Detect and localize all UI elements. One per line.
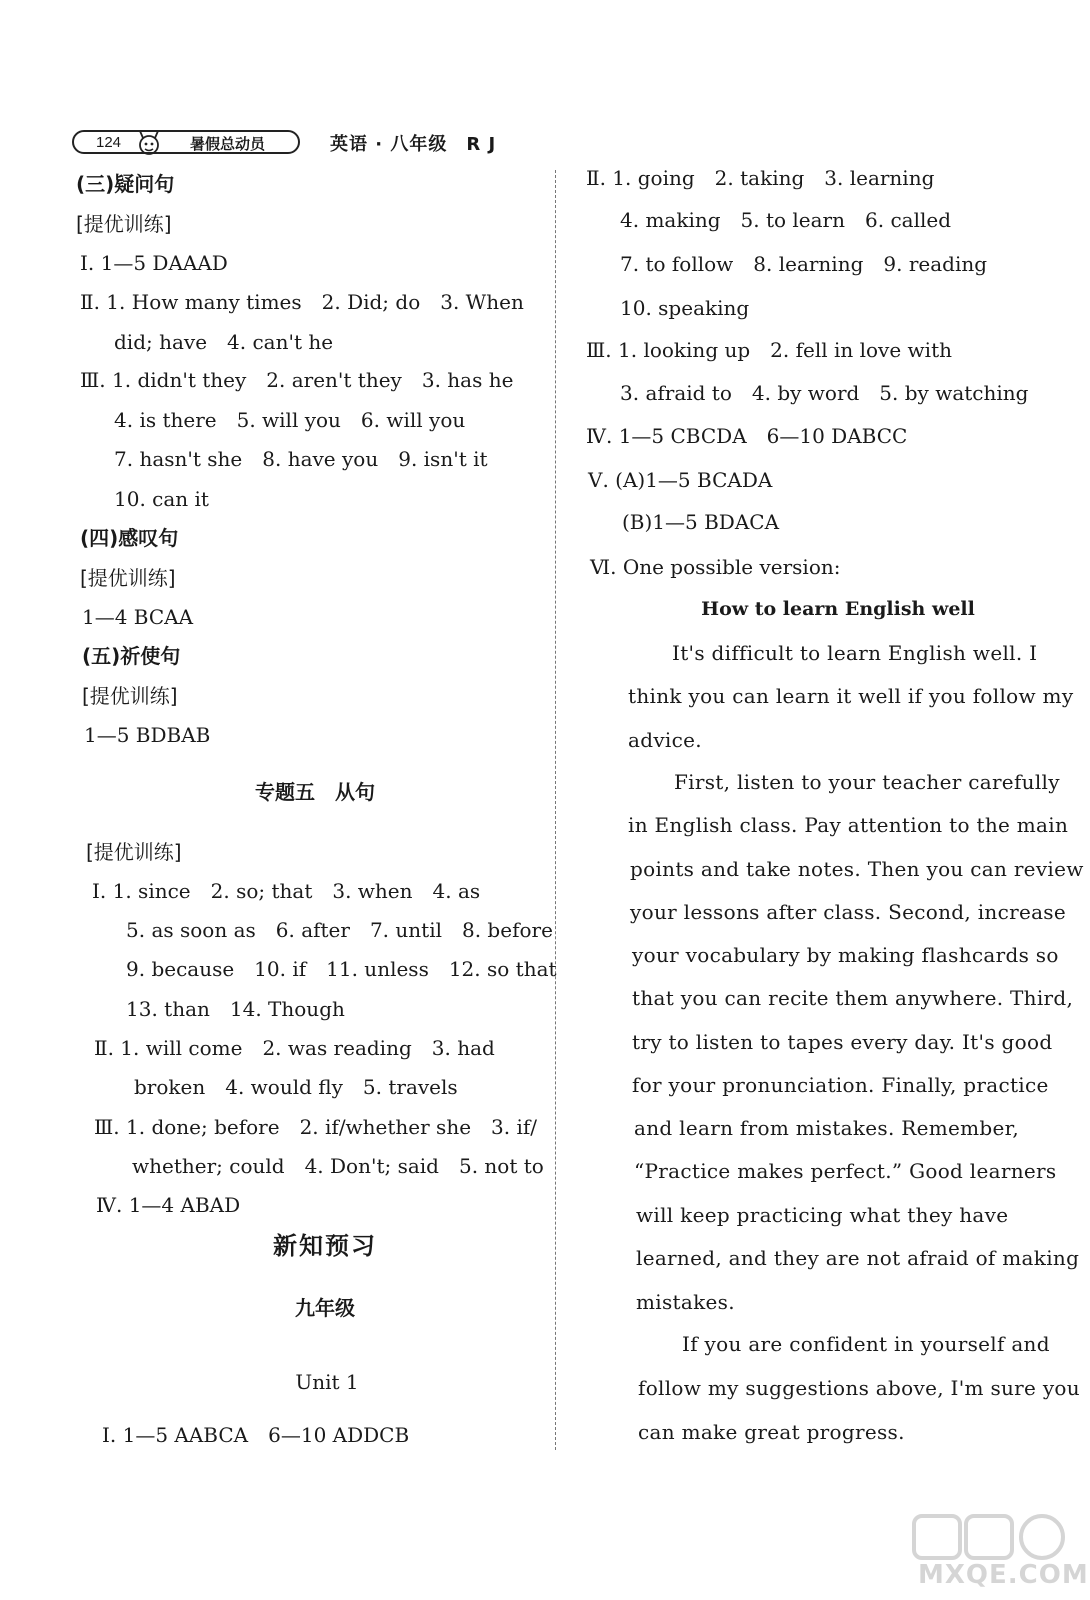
answer-line: Ⅱ. 1. will come 2. was reading 3. had	[94, 1036, 495, 1060]
essay-line: that you can recite them anywhere. Third,	[632, 986, 1074, 1010]
column-divider	[555, 170, 556, 1450]
answer-site-logo-icon	[910, 1512, 1070, 1562]
answer-line: 13. than 14. Though	[126, 997, 345, 1021]
answer-line: 10. can it	[114, 487, 209, 511]
answer-line: 4. is there 5. will you 6. will you	[114, 408, 466, 432]
essay-line: advice.	[628, 728, 702, 752]
page-number: 124	[96, 134, 122, 151]
essay-line: can make great progress.	[638, 1420, 905, 1444]
essay-line: follow my suggestions above, I'm sure you	[638, 1376, 1080, 1400]
series-title: 暑假总动员	[190, 135, 266, 153]
mascot-icon	[134, 128, 164, 158]
answer-line: Ⅲ. 1. looking up 2. fell in love with	[586, 338, 952, 362]
watermark	[910, 1512, 1089, 1592]
essay-line: If you are confident in yourself and	[682, 1332, 1050, 1356]
page-number-badge	[72, 130, 300, 154]
answer-line: 1—5 BDBAB	[84, 723, 211, 747]
watermark-text: MXQE.COM	[918, 1560, 1089, 1590]
answer-line: Ⅱ. 1. going 2. taking 3. learning	[586, 166, 935, 190]
grade-title: 九年级	[295, 1296, 355, 1320]
answer-line: Ⅳ. 1—5 CBCDA 6—10 DABCC	[586, 424, 908, 448]
section-title: (四)感叹句	[80, 526, 179, 550]
answer-line: 1—4 BCAA	[82, 605, 194, 629]
section-title: (五)祈使句	[82, 644, 181, 668]
unit-title: Unit 1	[295, 1370, 359, 1394]
essay-line: try to listen to tapes every day. It's good	[632, 1030, 1053, 1054]
answer-line: Ⅲ. 1. didn't they 2. aren't they 3. has he	[80, 368, 514, 392]
essay-line: for your pronunciation. Finally, practice	[632, 1073, 1049, 1097]
answer-line: 3. afraid to 4. by word 5. by watching	[620, 381, 1029, 405]
essay-line: “Practice makes perfect.” Good learners	[634, 1159, 1057, 1183]
essay-title: How to learn English well	[701, 598, 975, 620]
essay-line: will keep practicing what they have	[636, 1203, 1009, 1227]
essay-line: think you can learn it well if you follow my	[628, 684, 1074, 708]
answer-line: Ⅰ. 1. since 2. so; that 3. when 4. as	[92, 879, 481, 903]
answer-line: Ⅰ. 1—5 AABCA 6—10 ADDCB	[102, 1423, 410, 1447]
answer-line: 10. speaking	[620, 296, 750, 320]
training-label: [提优训练]	[82, 684, 178, 708]
essay-line: It's difficult to learn English well. I	[672, 641, 1038, 665]
training-label: [提优训练]	[86, 840, 182, 864]
answer-line: 9. because 10. if 11. unless 12. so that	[126, 957, 557, 981]
preview-title: 新知预习	[273, 1232, 377, 1260]
answer-line: 7. to follow 8. learning 9. reading	[620, 252, 988, 276]
answer-line: whether; could 4. Don't; said 5. not to	[132, 1154, 544, 1178]
topic-title: 专题五 从句	[255, 780, 375, 804]
essay-line: mistakes.	[636, 1290, 735, 1314]
training-label: [提优训练]	[80, 566, 176, 590]
essay-line: First, listen to your teacher carefully	[674, 770, 1060, 794]
essay-line: in English class. Pay attention to the main	[628, 813, 1069, 837]
page-header	[72, 130, 532, 158]
answer-line: 7. hasn't she 8. have you 9. isn't it	[114, 447, 488, 471]
essay-line: and learn from mistakes. Remember,	[634, 1116, 1019, 1140]
training-label: [提优训练]	[76, 212, 172, 236]
answer-line: Ⅴ. (A)1—5 BCADA	[588, 468, 773, 492]
essay-line: your vocabulary by making flashcards so	[632, 943, 1059, 967]
answer-line: Ⅱ. 1. How many times 2. Did; do 3. When	[80, 290, 524, 314]
answer-line: Ⅳ. 1—4 ABAD	[96, 1193, 241, 1217]
answer-line: broken 4. would fly 5. travels	[134, 1075, 458, 1099]
answer-line: Ⅲ. 1. done; before 2. if/whether she 3. if/	[94, 1115, 538, 1139]
essay-line: learned, and they are not afraid of making	[636, 1246, 1080, 1270]
answer-line: Ⅵ. One possible version:	[590, 555, 841, 579]
answer-line: did; have 4. can't he	[114, 330, 334, 354]
subject-title: 英语 · 八年级 R J	[330, 134, 497, 155]
answer-line: Ⅰ. 1—5 DAAAD	[80, 251, 228, 275]
answer-line: 4. making 5. to learn 6. called	[620, 208, 951, 232]
answer-line: 5. as soon as 6. after 7. until 8. before	[126, 918, 553, 942]
essay-line: points and take notes. Then you can review	[630, 857, 1084, 881]
essay-line: your lessons after class. Second, increase	[630, 900, 1066, 924]
section-title: (三)疑问句	[76, 172, 175, 196]
answer-line: (B)1—5 BDACA	[622, 510, 780, 534]
